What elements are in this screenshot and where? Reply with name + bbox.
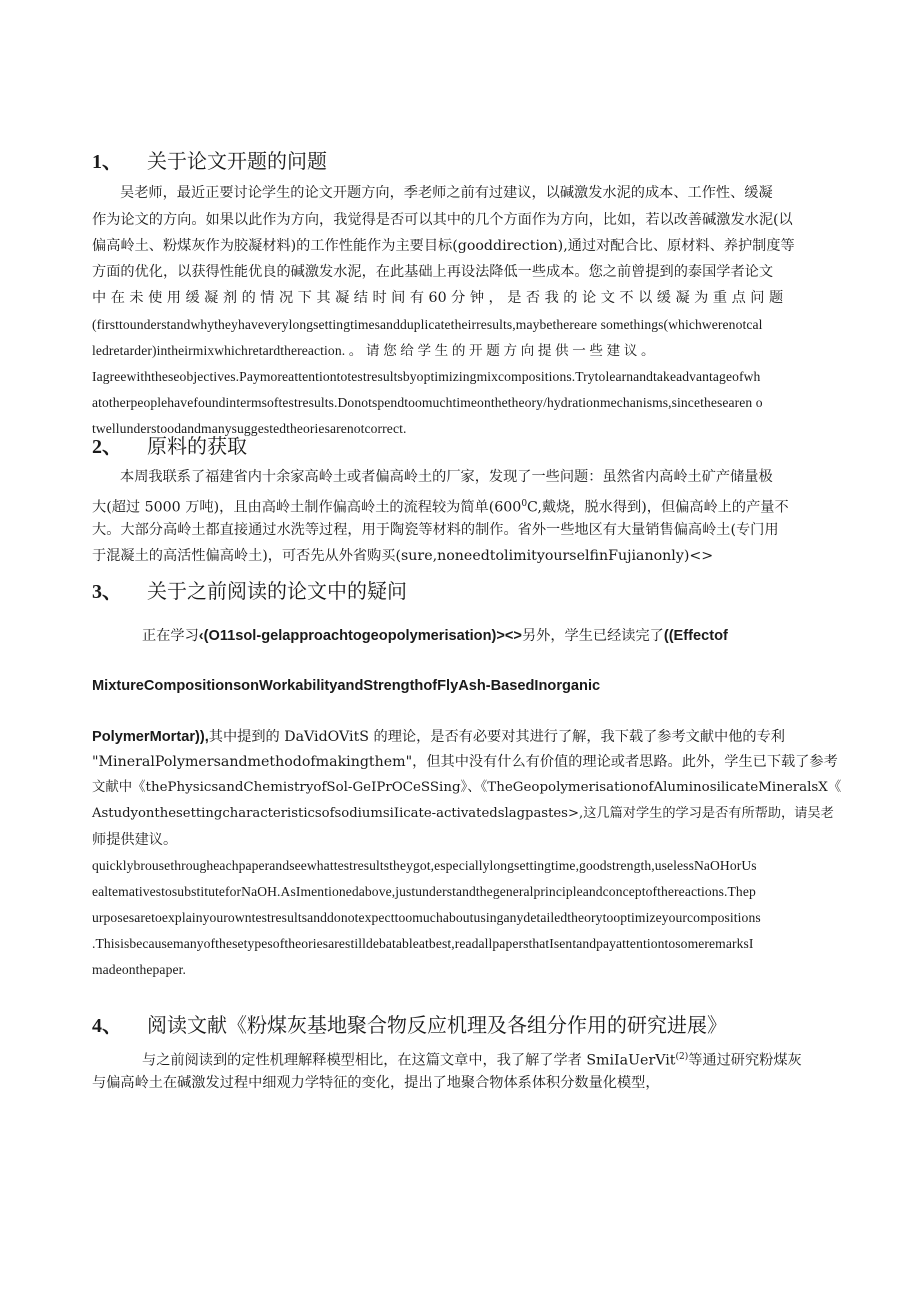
s1-line-9: twellunderstoodandmanysuggestedtheoriesarenotcorrect.: [92, 421, 407, 436]
s2-line-1-text: 大(超过 5000 万吨)，且由高岭土制作偏高岭土的流程较为简单(600: [92, 499, 522, 516]
s3-p3-rest: 其中提到的 DaVidOVitS 的理论，是否有必要对其进行了解，我下载了参考文献中他的专利: [208, 729, 785, 745]
section-4-number: 4、: [92, 1015, 122, 1037]
s3-paragraph-1: [142, 626, 728, 646]
s3-p3-bold: PolymerMortar)),: [92, 729, 209, 745]
section-4-heading: [92, 1012, 727, 1039]
section-3-number: 3、: [92, 581, 122, 603]
section-2-title: 原料的获取: [147, 434, 247, 458]
s4-line-0-sup: (2): [675, 1052, 689, 1062]
section-1-heading: [92, 148, 327, 175]
s1-line-8: atotherpeoplehavefoundintermsoftestresults.Donotspendtoomuchtimeonthetheory/hydrationmechanisms,sincethesearen o: [92, 395, 763, 410]
s3-line-2: AstudyonthesettingcharacteristicsofsodiumsiIicate-activatedslagpastes>,这几篇对学生的学习是否有所帮助，请吴老: [92, 806, 834, 821]
s3-line-7: .Thisisbecausemanyofthesetypesoftheoriesarestilldebatableatbest,readallpapersthatIsentandpayattentiontosomeremarksI: [92, 936, 754, 951]
s2-line-1-tail: C,戴烧，脱水得到)，但偏高岭上的产量不: [527, 499, 789, 516]
s1-line-7: Iagreewiththeseobjectives.Paymoreattentiontotestresultsbyoptimizingmixcompositions.Trytolearnandtakeadvantageofwh: [92, 369, 761, 384]
s3-line-5: ealtemativestosubstituteforNaOH.AsImentionedabove,justunderstandthegeneralprincipleandconceptofthereactions.Thep: [92, 884, 756, 899]
section-3-heading: [92, 578, 407, 605]
s3-line-8: madeonthepaper.: [92, 962, 186, 977]
s3-paragraph-2: MixtureCompositionsonWorkabilityandStrengthofFlyAsh-BasedInorganic: [92, 678, 601, 694]
s3-line-3: 师提供建议。: [92, 832, 178, 848]
s4-line-0-suffix: 等通过研究粉煤灰: [688, 1052, 802, 1069]
s2-line-3: 于混凝土的高活性偏高岭土)，可否先从外省购买(sure,noneedtolimityourselfinFujianonly)<>: [92, 548, 714, 564]
s3-p1-bold2: ((Effectof: [663, 628, 728, 644]
s4-line-0: [142, 1047, 802, 1071]
s1-line-3: 方面的优化，以获得性能优良的碱激发水泥，在此基础上再设法降低一些成本。您之前曾提到的泰国学者论文: [92, 264, 774, 280]
section-4-title: 阅读文献《粉煤灰基地聚合物反应机理及各组分作用的研究进展》: [147, 1013, 727, 1037]
s1-line-6: ledretarder)intheirmixwhichretardthereaction. 。 请 您 给 学 生 的 开 题 方 向 提 供 一 些 建 议 。: [92, 343, 655, 358]
s3-paragraph-3: [92, 727, 785, 747]
s3-p1-prefix: 正在学习: [142, 628, 199, 644]
s1-line-0: 吴老师，最近正要讨论学生的论文开题方向，季老师之前有过建议，以碱激发水泥的成本、工作性、缓凝: [120, 185, 773, 201]
s3-line-6: urposesaretoexplainyourowntestresultsanddonotexpecttoomuchaboutusinganydetailedtheorytooptimizeyourcompositions: [92, 910, 761, 925]
s4-line-1: 与偏高岭土在碱激发过程中细观力学特征的变化，提出了地聚合物体系体积分数量化模型，: [92, 1075, 660, 1091]
section-1-number: 1、: [92, 151, 122, 173]
s2-line-1-sup: 0: [521, 499, 528, 509]
s3-p1-bold: ‹(O11sol-gelapproachtogeopolymerisation)><>: [198, 628, 522, 644]
s3-p1-suffix: 另外，学生已经读完了: [521, 628, 664, 644]
s2-line-1: [92, 494, 789, 518]
section-1-title: 关于论文开题的问题: [147, 149, 327, 173]
s3-line-4: quicklybrousethrougheachpaperandseewhattestresultstheygot,especiallylongsettingtime,goodstrength,uselessNaOHorUs: [92, 858, 757, 873]
s2-line-0: 本周我联系了福建省内十余家高岭土或者偏高岭土的厂家，发现了一些问题：虽然省内高岭土矿产储量极: [120, 469, 773, 485]
section-2-number: 2、: [92, 436, 122, 458]
section-3-title: 关于之前阅读的论文中的疑问: [147, 579, 407, 603]
s2-line-2: 大。大部分高岭土都直接通过水洗等过程，用于陶瓷等材料的制作。省外一些地区有大量销售偏高岭土(专门用: [92, 522, 779, 538]
s1-line-4: 中 在 未 使 用 缓 凝 剂 的 情 况 下 其 凝 结 时 间 有 60 分 钟 ， 是 否 我 的 论 文 不 以 缓 凝 为 重 点 问 题: [92, 290, 784, 306]
s1-line-1: 作为论文的方向。如果以此作为方向，我觉得是否可以其中的几个方面作为方向，比如，若以改善碱激发水泥(以: [92, 212, 793, 228]
s4-line-0-prefix: 与之前阅读到的定性机理解释模型相比，在这篇文章中，我了解了学者 SmiIaUerVit: [142, 1052, 676, 1069]
s3-line-1: 文献中《thePhysicsandChemistryofSol-GeIPrOCeSSing》、《TheGeopolymerisationofAluminosilicateMineralsX《: [92, 780, 842, 795]
section-2-heading: [92, 433, 247, 460]
s1-line-2: 偏高岭土、粉煤灰作为胶凝材料)的工作性能作为主要目标(gooddirection),通过对配合比、原材料、养护制度等: [92, 238, 795, 254]
s3-line-0: "MineralPolymersandmethodofmakingthem"，但其中没有什么有价值的理论或者思路。此外，学生已下载了参考: [92, 754, 838, 770]
s1-line-5: (firsttounderstandwhytheyhaveverylongsettingtimesandduplicatetheirresults,maybethereare somethings(whichwerenotcal: [92, 317, 763, 332]
